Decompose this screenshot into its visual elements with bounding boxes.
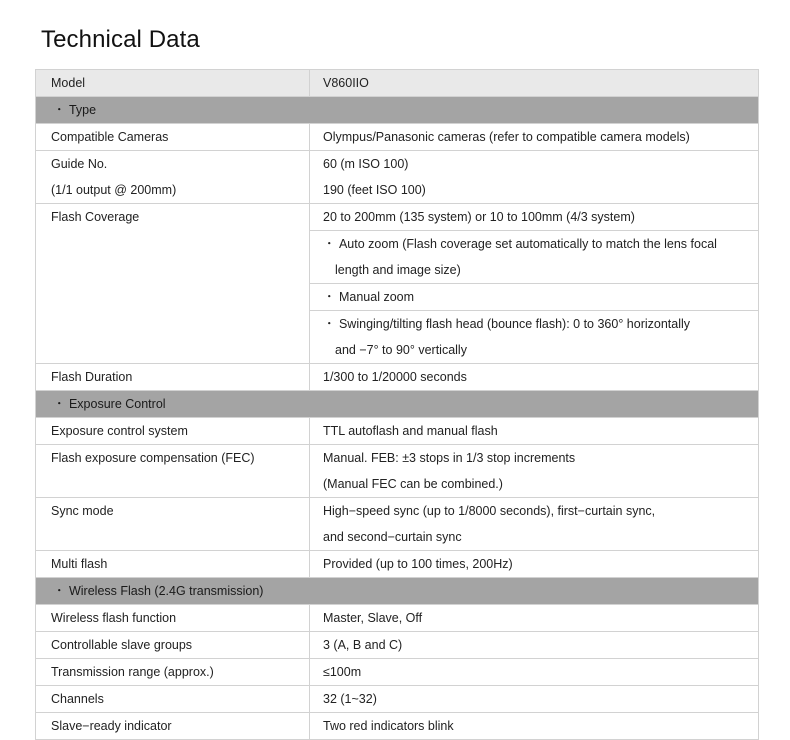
auto-zoom-line-2: length and image size) bbox=[335, 263, 461, 277]
sync-mode-value bbox=[310, 498, 759, 551]
guide-no-label bbox=[36, 151, 310, 204]
table-row-wireless-function bbox=[36, 605, 759, 632]
compatible-cameras-label: Compatible Cameras bbox=[36, 124, 310, 151]
table-row-flash-duration bbox=[36, 364, 759, 391]
table-row-channels bbox=[36, 686, 759, 713]
multi-flash-label: Multi flash bbox=[36, 551, 310, 578]
flash-duration-label: Flash Duration bbox=[36, 364, 310, 391]
table-row-sync-mode bbox=[36, 498, 759, 551]
sync-mode-value-line-1: High−speed sync (up to 1/8000 seconds), first−curtain sync, bbox=[323, 504, 656, 518]
exposure-control-label: Exposure control system bbox=[36, 418, 310, 445]
section-title-wireless: ・ Wireless Flash (2.4G transmission) bbox=[36, 578, 759, 605]
swing-line-1: ・ Swinging/tilting flash head (bounce flash): 0 to 360° horizontally bbox=[323, 317, 691, 331]
section-title-type: ・ Type bbox=[36, 97, 759, 124]
manual-zoom-value: ・ Manual zoom bbox=[310, 284, 759, 311]
table-row-guide-no bbox=[36, 151, 759, 204]
table-row-exposure-control bbox=[36, 418, 759, 445]
sync-mode-value-line-2: and second−curtain sync bbox=[323, 530, 462, 544]
guide-no-value bbox=[310, 151, 759, 204]
table-row-fec bbox=[36, 445, 759, 498]
transmission-range-label: Transmission range (approx.) bbox=[36, 659, 310, 686]
technical-data-table bbox=[35, 69, 759, 740]
model-label: Model bbox=[36, 70, 310, 97]
fec-value bbox=[310, 445, 759, 498]
slave-groups-label: Controllable slave groups bbox=[36, 632, 310, 659]
fec-value-line-1: Manual. FEB: ±3 stops in 1/3 stop increments bbox=[323, 451, 576, 465]
fec-value-line-2: (Manual FEC can be combined.) bbox=[323, 477, 503, 491]
table-row-flash-coverage bbox=[36, 204, 759, 231]
slave-indicator-label: Slave−ready indicator bbox=[36, 713, 310, 740]
guide-no-value-line-1: 60 (m ISO 100) bbox=[323, 157, 409, 171]
table-row-transmission-range bbox=[36, 659, 759, 686]
section-header-exposure bbox=[36, 391, 759, 418]
wireless-function-value: Master, Slave, Off bbox=[310, 605, 759, 632]
slave-indicator-value: Two red indicators blink bbox=[310, 713, 759, 740]
table-row-slave-indicator bbox=[36, 713, 759, 740]
swing-value bbox=[310, 311, 759, 364]
channels-value: 32 (1~32) bbox=[310, 686, 759, 713]
fec-label: Flash exposure compensation (FEC) bbox=[36, 445, 310, 498]
section-header-type bbox=[36, 97, 759, 124]
table-row-multi-flash bbox=[36, 551, 759, 578]
flash-duration-value: 1/300 to 1/20000 seconds bbox=[310, 364, 759, 391]
transmission-range-value: ≤100m bbox=[310, 659, 759, 686]
compatible-cameras-value: Olympus/Panasonic cameras (refer to compatible camera models) bbox=[310, 124, 759, 151]
section-header-wireless bbox=[36, 578, 759, 605]
model-value: V860IIO bbox=[310, 70, 759, 97]
multi-flash-value: Provided (up to 100 times, 200Hz) bbox=[310, 551, 759, 578]
wireless-function-label: Wireless flash function bbox=[36, 605, 310, 632]
channels-label: Channels bbox=[36, 686, 310, 713]
flash-coverage-label: Flash Coverage bbox=[36, 204, 310, 364]
page-title: Technical Data bbox=[41, 26, 200, 53]
table-row-model bbox=[36, 70, 759, 97]
slave-groups-value: 3 (A, B and C) bbox=[310, 632, 759, 659]
flash-coverage-value: 20 to 200mm (135 system) or 10 to 100mm (4/3 system) bbox=[310, 204, 759, 231]
guide-no-label-line-1: Guide No. bbox=[51, 157, 108, 171]
auto-zoom-value bbox=[310, 231, 759, 284]
guide-no-label-line-2: (1/1 output @ 200mm) bbox=[51, 183, 177, 197]
section-title-exposure: ・ Exposure Control bbox=[36, 391, 759, 418]
sync-mode-label: Sync mode bbox=[36, 498, 310, 551]
swing-line-2: and −7° to 90° vertically bbox=[335, 343, 467, 357]
table-row-compatible-cameras bbox=[36, 124, 759, 151]
guide-no-value-line-2: 190 (feet ISO 100) bbox=[323, 183, 426, 197]
table-row-slave-groups bbox=[36, 632, 759, 659]
exposure-control-value: TTL autoflash and manual flash bbox=[310, 418, 759, 445]
auto-zoom-line-1: ・ Auto zoom (Flash coverage set automatically to match the lens focal bbox=[323, 237, 717, 251]
